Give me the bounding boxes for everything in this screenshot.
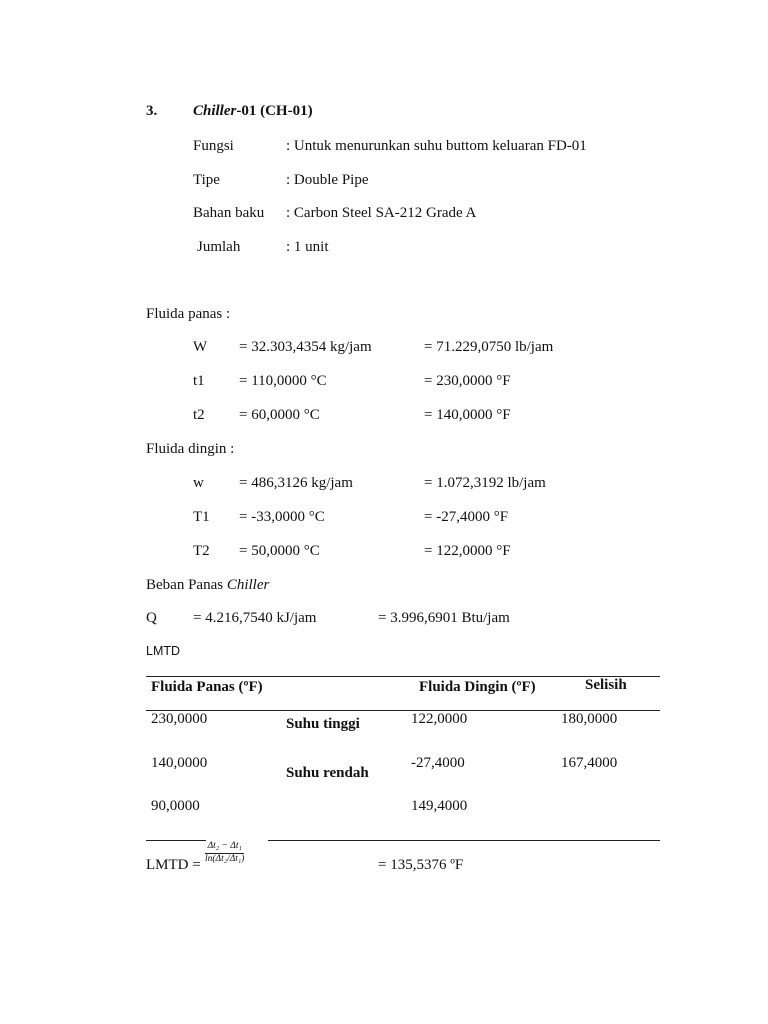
table-header-hot: Fluida Panas (ºF) [151, 679, 263, 695]
spec-value-jumlah: : 1 unit [286, 239, 329, 255]
hot-row-symbol: t1 [193, 373, 205, 389]
spec-value-bahan-baku: : Carbon Steel SA-212 Grade A [286, 205, 477, 221]
hot-row-eng: = 230,0000 °F [424, 373, 511, 389]
spec-label-jumlah: Jumlah [197, 239, 241, 255]
cold-row-eng: = -27,4000 °F [424, 509, 509, 525]
hot-row-si: = 32.303,4354 kg/jam [239, 339, 372, 355]
heat-load-heading-plain: Beban Panas [146, 577, 227, 593]
lmtd-formula-lhs: LMTD = [146, 857, 201, 873]
table-cell-diff: 180,0000 [561, 711, 618, 727]
lmtd-fraction [205, 842, 244, 864]
cold-row-eng: = 122,0000 °F [424, 543, 511, 559]
cold-fluid-heading: Fluida dingin : [146, 441, 235, 457]
hot-row-eng: = 140,0000 °F [424, 407, 511, 423]
cold-row-si: = -33,0000 °C [239, 509, 325, 525]
hot-row-si: = 110,0000 °C [239, 373, 327, 389]
cold-row-si: = 50,0000 °C [239, 543, 320, 559]
table-cell-label: Suhu tinggi [286, 716, 360, 732]
cold-row-symbol: T1 [193, 509, 210, 525]
hot-row-eng: = 71.229,0750 lb/jam [424, 339, 554, 355]
hot-row-symbol: W [193, 339, 208, 355]
spec-label-fungsi: Fungsi [193, 138, 234, 154]
heat-load-si: = 4.216,7540 kJ/jam [193, 610, 317, 626]
hot-fluid-heading: Fluida panas : [146, 306, 231, 322]
section-number: 3. [146, 103, 158, 119]
section-title [193, 103, 313, 120]
heat-load-eng: = 3.996,6901 Btu/jam [378, 610, 510, 626]
spec-label-tipe: Tipe [193, 172, 220, 188]
table-bottom-rule-right [268, 840, 660, 841]
table-cell-hot: 230,0000 [151, 711, 208, 727]
table-cell-hot: 90,0000 [151, 798, 200, 814]
spec-value-fungsi: : Untuk menurunkan suhu buttom keluaran FD-01 [286, 138, 587, 154]
table-cell-cold: 149,4000 [411, 798, 468, 814]
section-title-italic: Chiller [193, 103, 237, 119]
table-header-cold: Fluida Dingin (ºF) [419, 679, 536, 695]
spec-value-tipe: : Double Pipe [286, 172, 369, 188]
table-bottom-rule-left [146, 840, 206, 841]
cold-row-symbol: w [193, 475, 204, 491]
hot-row-symbol: t2 [193, 407, 205, 423]
heat-load-symbol: Q [146, 610, 157, 626]
cold-row-symbol: T2 [193, 543, 210, 559]
cold-row-eng: = 1.072,3192 lb/jam [424, 475, 546, 491]
lmtd-numerator: Δt₂ − Δt₁ [205, 842, 244, 854]
table-cell-hot: 140,0000 [151, 755, 208, 771]
heat-load-heading-italic: Chiller [226, 577, 270, 593]
spec-label-bahan-baku: Bahan baku [193, 205, 265, 221]
table-cell-cold: 122,0000 [411, 711, 468, 727]
table-header-diff: Selisih [585, 677, 627, 693]
table-cell-diff: 167,4000 [561, 755, 618, 771]
table-top-rule [146, 676, 660, 677]
lmtd-result: = 135,5376 ºF [378, 857, 464, 873]
table-cell-label: Suhu rendah [286, 765, 369, 781]
lmtd-denominator: ln(Δt₂/Δt₁) [205, 853, 245, 864]
lmtd-label: LMTD [146, 644, 181, 658]
table-cell-cold: -27,4000 [411, 755, 465, 771]
hot-row-si: = 60,0000 °C [239, 407, 320, 423]
cold-row-si: = 486,3126 kg/jam [239, 475, 353, 491]
section-title-rest: -01 (CH-01) [236, 103, 313, 119]
heat-load-heading [146, 577, 269, 594]
